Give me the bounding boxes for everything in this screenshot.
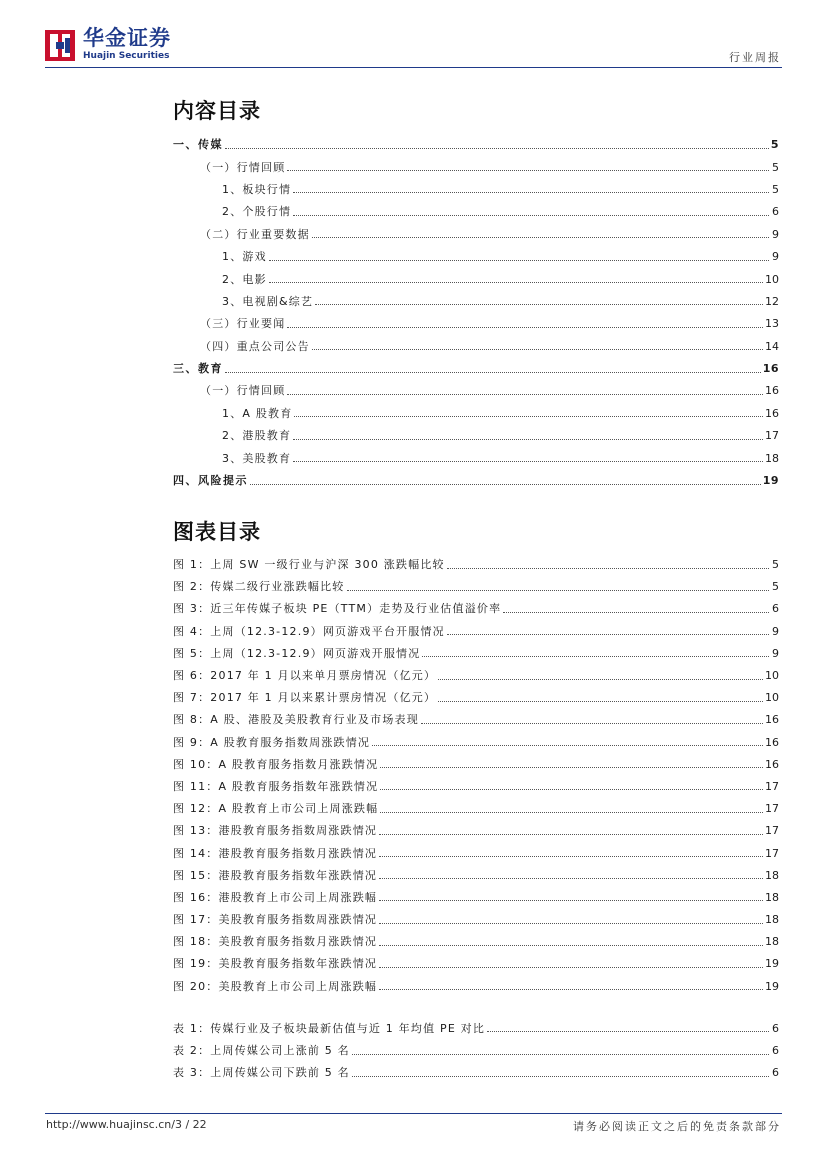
toc-entry[interactable] (173, 621, 779, 643)
toc-entry-label: 2、个股行情 (222, 205, 292, 219)
dot-leader (503, 612, 769, 613)
huajin-logo-icon (45, 30, 75, 61)
toc-entry-page: 5 (772, 558, 779, 572)
dot-leader (312, 237, 769, 238)
dot-leader (379, 923, 763, 924)
toc-entry-label: 1、游戏 (222, 250, 267, 264)
toc-entry-page: 6 (772, 1066, 779, 1080)
toc-entry[interactable] (173, 732, 779, 754)
toc-entry-label: 图 6：2017 年 1 月以来单月票房情况（亿元） (173, 669, 437, 683)
toc-entry-page: 10 (765, 272, 779, 286)
header-divider (45, 67, 782, 68)
toc-entry[interactable] (173, 643, 779, 665)
toc-entry-page: 19 (765, 957, 779, 971)
toc-entry-label: 表 3：上周传媒公司下跌前 5 名 (173, 1066, 350, 1080)
toc-entry-page: 10 (765, 691, 779, 705)
toc-entry[interactable] (173, 576, 779, 598)
toc-entry-page: 5 (770, 138, 779, 152)
dot-leader (269, 260, 769, 261)
dot-leader (379, 945, 763, 946)
toc-entry[interactable] (173, 820, 779, 842)
toc-entry-label: 图 13：港股教育服务指数周涨跌情况 (173, 824, 378, 838)
dot-leader (287, 170, 769, 171)
toc-entry-page: 14 (765, 339, 779, 353)
toc-entry-page: 16 (765, 735, 779, 749)
toc-entry[interactable] (173, 447, 779, 469)
page-header (0, 0, 827, 70)
toc-entry-page: 18 (765, 890, 779, 904)
toc-entry-label: 1、板块行情 (222, 182, 292, 196)
toc-entry[interactable] (173, 470, 779, 492)
toc-entry-page: 6 (772, 602, 779, 616)
dot-leader (438, 701, 763, 702)
dot-leader (352, 1054, 769, 1055)
toc-entry-label: 四、风险提示 (173, 474, 248, 488)
dot-leader (379, 878, 763, 879)
figures-list (173, 554, 779, 1084)
dot-leader (380, 812, 763, 813)
toc-entry[interactable] (173, 1040, 779, 1062)
toc-entry-label: 图 15：港股教育服务指数年涨跌情况 (173, 868, 378, 882)
toc-entry[interactable] (173, 953, 779, 975)
toc-entry-page: 16 (765, 713, 779, 727)
toc-entry-label: （一）行情回顾 (200, 384, 286, 398)
toc-entry-label: 图 5：上周（12.3-12.9）网页游戏开服情况 (173, 646, 421, 660)
toc-entry-label: 图 16：港股教育上市公司上周涨跌幅 (173, 890, 378, 904)
toc-entry-label: 图 9：A 股教育服务指数周涨跌情况 (173, 735, 371, 749)
toc-entry[interactable] (173, 291, 779, 313)
toc-entry-page: 5 (772, 580, 779, 594)
logo-english-name: Huajin Securities (83, 51, 170, 61)
toc-entry-page: 5 (772, 160, 779, 174)
dot-leader (225, 148, 769, 149)
report-type: 行业周报 (729, 51, 781, 64)
dot-leader (438, 679, 763, 680)
toc-entry[interactable] (173, 156, 779, 178)
toc-entry-label: 图 18：美股教育服务指数月涨跌情况 (173, 935, 378, 949)
toc-entry-page: 18 (765, 868, 779, 882)
dot-leader (315, 304, 763, 305)
toc-entry-label: 图 19：美股教育服务指数年涨跌情况 (173, 957, 378, 971)
toc-entry[interactable] (173, 134, 779, 156)
toc-entry-label: 一、传媒 (173, 138, 223, 152)
dot-leader (422, 656, 769, 657)
toc-entry[interactable] (173, 1062, 779, 1084)
toc-entry[interactable] (173, 554, 779, 576)
dot-leader (421, 723, 763, 724)
toc-entry-label: 图 11：A 股教育服务指数年涨跌情况 (173, 779, 379, 793)
toc-entry-page: 17 (765, 824, 779, 838)
footer-url-page: http://www.huajinsc.cn/3 / 22 (46, 1118, 207, 1131)
toc-entry-page: 12 (765, 294, 779, 308)
dot-leader (379, 856, 763, 857)
dot-leader (347, 590, 770, 591)
toc-entry-page: 19 (765, 979, 779, 993)
dot-leader (225, 372, 761, 373)
toc-entry-page: 16 (765, 757, 779, 771)
toc-entry-label: 3、美股教育 (222, 451, 292, 465)
toc-entry-label: （一）行情回顾 (200, 160, 286, 174)
toc-entry-page: 9 (772, 646, 779, 660)
toc-entry[interactable] (173, 976, 779, 998)
toc-entry-label: 三、教育 (173, 362, 223, 376)
toc-entry-label: 表 1：传媒行业及子板块最新估值与近 1 年均值 PE 对比 (173, 1021, 486, 1035)
toc-entry-label: 图 2：传媒二级行业涨跌幅比较 (173, 580, 345, 594)
toc-entry[interactable] (173, 665, 779, 687)
toc-entry-label: （四）重点公司公告 (200, 339, 310, 353)
dot-leader (294, 416, 763, 417)
toc-entry[interactable] (173, 268, 779, 290)
toc-entry-label: 图 20：美股教育上市公司上周涨跌幅 (173, 979, 378, 993)
toc-entry-page: 9 (772, 227, 779, 241)
toc-entry-page: 18 (765, 913, 779, 927)
toc-entry[interactable] (173, 931, 779, 953)
toc-entry-label: 2、港股教育 (222, 429, 292, 443)
toc-entry-page: 6 (772, 1021, 779, 1035)
toc-entry[interactable] (173, 425, 779, 447)
dot-leader (352, 1076, 769, 1077)
toc-entry-page: 18 (765, 935, 779, 949)
toc-entry[interactable] (173, 798, 779, 820)
dot-leader (379, 967, 763, 968)
toc-entry[interactable] (173, 865, 779, 887)
toc-entry[interactable] (173, 313, 779, 335)
toc-entry[interactable] (173, 842, 779, 864)
toc-entry-page: 16 (765, 384, 779, 398)
toc-entry[interactable] (173, 598, 779, 620)
dot-leader (447, 568, 769, 569)
dot-leader (293, 215, 769, 216)
toc-entry-page: 16 (762, 362, 779, 376)
toc-entry-label: 图 12：A 股教育上市公司上周涨跌幅 (173, 802, 379, 816)
toc-entry-label: 图 17：美股教育服务指数周涨跌情况 (173, 913, 378, 927)
dot-leader (293, 192, 769, 193)
footer-disclaimer: 请务必阅读正文之后的免责条款部分 (573, 1120, 781, 1133)
toc-entry-label: 图 7：2017 年 1 月以来累计票房情况（亿元） (173, 691, 437, 705)
toc-entry-label: 图 3：近三年传媒子板块 PE（TTM）走势及行业估值溢价率 (173, 602, 502, 616)
toc-entry[interactable] (173, 224, 779, 246)
toc-entry-page: 17 (765, 846, 779, 860)
toc-entry-label: 图 14：港股教育服务指数月涨跌情况 (173, 846, 378, 860)
toc-entry-page: 9 (772, 624, 779, 638)
dot-leader (293, 461, 763, 462)
dot-leader (447, 634, 769, 635)
toc-entry[interactable] (173, 179, 779, 201)
dot-leader (379, 989, 763, 990)
toc-entry-label: 图 4：上周（12.3-12.9）网页游戏平台开服情况 (173, 624, 445, 638)
toc-entry-label: （三）行业要闻 (200, 317, 286, 331)
dot-leader (287, 327, 763, 328)
figures-title: 图表目录 (173, 520, 261, 544)
dot-leader (380, 767, 763, 768)
dot-leader (379, 900, 763, 901)
toc-entry-label: 图 1：上周 SW 一级行业与沪深 300 涨跌幅比较 (173, 558, 445, 572)
toc-entry[interactable] (173, 754, 779, 776)
toc-entry-label: 图 10：A 股教育服务指数月涨跌情况 (173, 757, 379, 771)
logo-chinese-name: 华金证券 (83, 26, 171, 50)
dot-leader (487, 1031, 769, 1032)
dot-leader (269, 282, 763, 283)
dot-leader (380, 789, 763, 790)
toc-entry-label: 表 2：上周传媒公司上涨前 5 名 (173, 1044, 350, 1058)
toc-entry[interactable] (173, 1018, 779, 1040)
toc-entry-page: 6 (772, 1044, 779, 1058)
dot-leader (379, 834, 763, 835)
toc-entry-label: 图 8：A 股、港股及美股教育行业及市场表现 (173, 713, 419, 727)
toc-entry[interactable] (173, 776, 779, 798)
toc-entry-label: 3、电视剧&综艺 (222, 294, 314, 308)
toc-entry[interactable] (173, 709, 779, 731)
contents-title: 内容目录 (173, 99, 261, 123)
toc-entry[interactable] (173, 403, 779, 425)
toc-entry-page: 17 (765, 779, 779, 793)
toc-entry-page: 9 (772, 250, 779, 264)
toc-entry-page: 5 (772, 182, 779, 196)
toc-entry-page: 17 (765, 802, 779, 816)
toc-entry[interactable] (173, 909, 779, 931)
dot-leader (293, 439, 763, 440)
toc-entry[interactable] (173, 336, 779, 358)
toc-entry-label: 1、A 股教育 (222, 406, 293, 420)
toc-entry-page: 16 (765, 406, 779, 420)
contents-list (173, 134, 779, 492)
toc-entry[interactable] (173, 887, 779, 909)
toc-entry[interactable] (173, 358, 779, 380)
toc-entry-page: 18 (765, 451, 779, 465)
toc-entry-page: 17 (765, 429, 779, 443)
footer-divider (45, 1113, 782, 1114)
list-gap (173, 998, 779, 1018)
toc-entry-label: 2、电影 (222, 272, 267, 286)
toc-entry-page: 13 (765, 317, 779, 331)
dot-leader (287, 394, 763, 395)
toc-entry[interactable] (173, 246, 779, 268)
toc-entry-page: 6 (772, 205, 779, 219)
toc-entry-page: 19 (762, 474, 779, 488)
toc-entry-page: 10 (765, 669, 779, 683)
dot-leader (372, 745, 763, 746)
toc-entry-label: （二）行业重要数据 (200, 227, 310, 241)
dot-leader (250, 484, 761, 485)
dot-leader (312, 349, 763, 350)
toc-entry[interactable] (173, 380, 779, 402)
toc-entry[interactable] (173, 687, 779, 709)
toc-entry[interactable] (173, 201, 779, 223)
